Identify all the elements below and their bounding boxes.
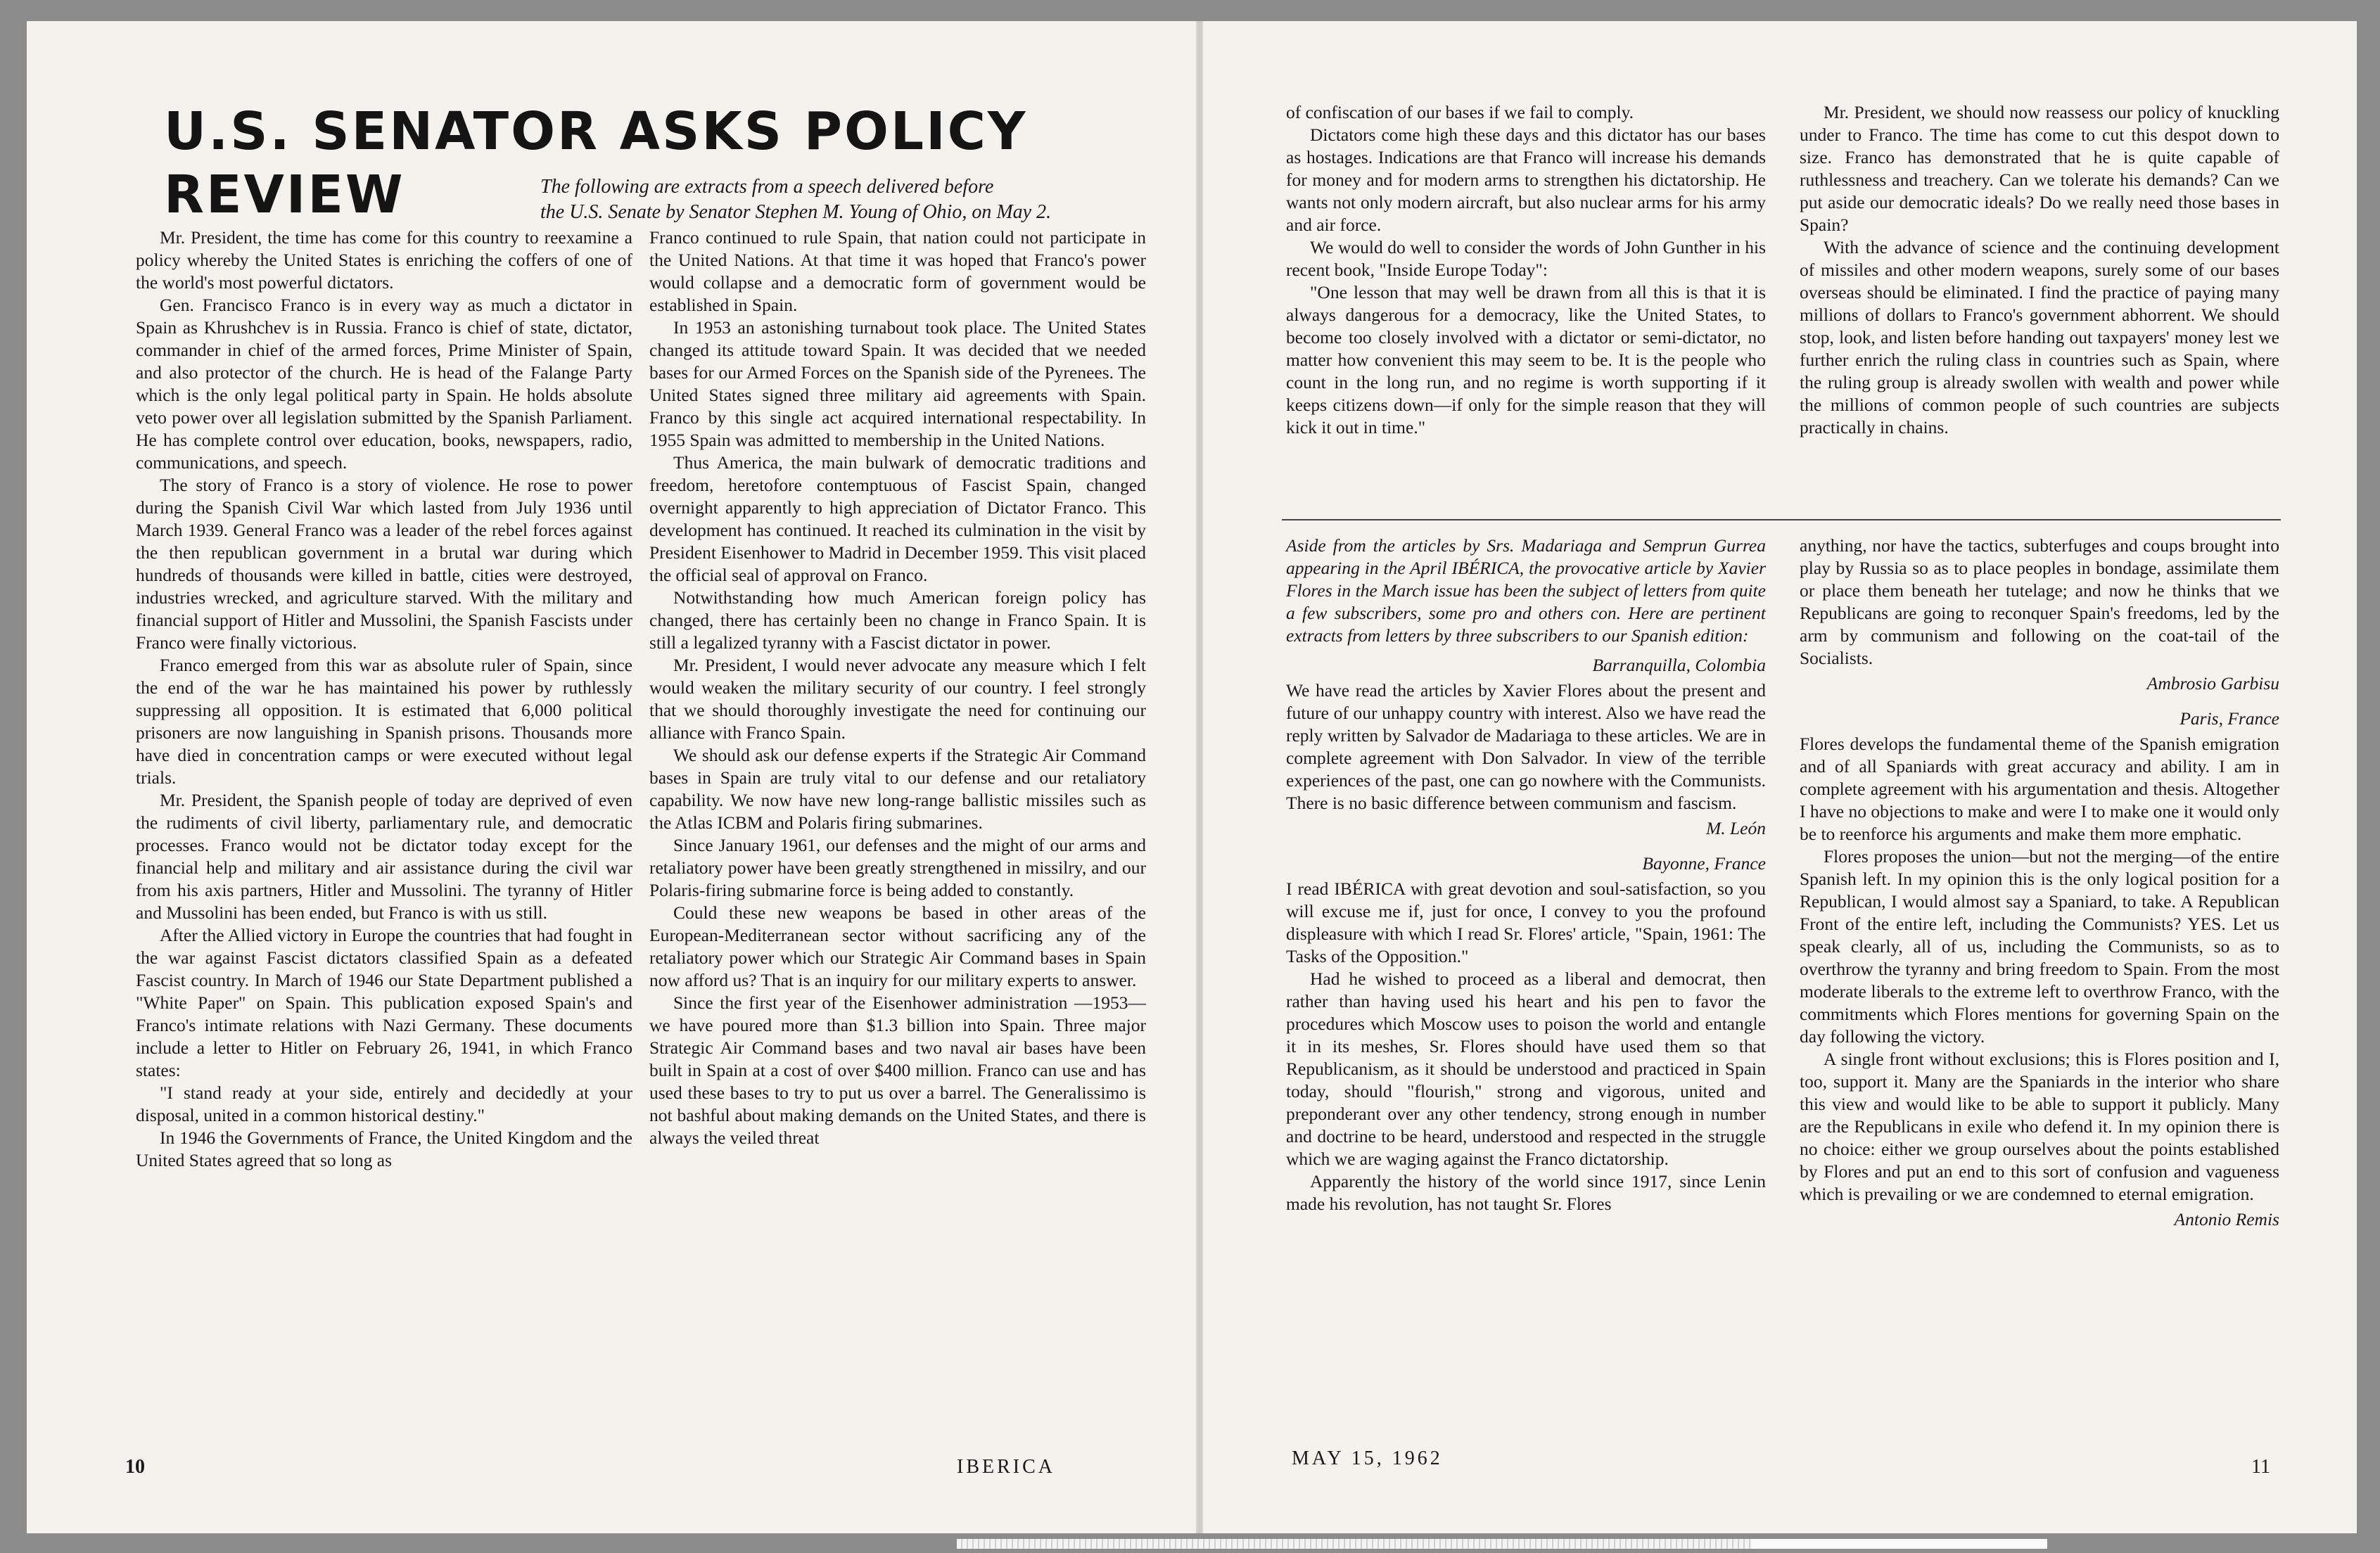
- paragraph: Could these new weapons be based in other areas of the European-Mediterranean sector without sacrificing any of the retaliatory power which our Strategic Air Command bases in Spain now afford us? That is an inquiry for our military experts to answer.: [649, 902, 1146, 990]
- deck-line-1: The following are extracts from a speech delivered before: [540, 176, 994, 198]
- issue-date-footer: MAY 15, 1962: [1292, 1447, 1443, 1469]
- letter-1-place: Barranquilla, Colombia: [1592, 655, 1766, 675]
- paragraph: of confiscation of our bases if we fail to comply.: [1286, 102, 1634, 122]
- letter-2-signature: Ambrosio Garbisu: [2146, 673, 2279, 694]
- scan-ruler-end: [1752, 1539, 2047, 1549]
- paragraph: Since the first year of the Eisenhower administration —1953—we have poured more than $1.3 billion into Spain. Three major Strategic Air Command bases and two naval air bases have been built in Spain at a cost of over $400 million. Franco can use and has used these bases to try to put us over a barrel. The Generalissimo is not bashful about making demands on the United States, and there is always the veiled threat: [649, 992, 1146, 1148]
- paragraph: We would do well to consider the words of John Gunther in his recent book, "Inside Europe Today":: [1286, 237, 1766, 280]
- letter-3-paragraph: Flores develops the fundamental theme of the Spanish emigration and of all Spaniards with great accuracy and ability. I am in complete agreement with his argumentation and thesis. Altogether I have no objections to make and were I to make one it would only be to reenforce his arguments and make them more emphatic.: [1800, 734, 2279, 844]
- paragraph: Gen. Francisco Franco is in every way as much a dictator in Spain as Khrushchev is in Russia. Franco is chief of state, dictator, commander in chief of the armed forces, Prime Minister of Spain, and also protector of the church. He is head of the Falange Party which is the only legal political party in Spain. He holds absolute veto power over all legislation submitted by the Spanish Parliament. He has complete control over education, books, newspapers, radio, communications, and speech.: [136, 295, 632, 473]
- paragraph: With the advance of science and the continuing development of missiles and other modern weapons, surely some of our bases overseas should be eliminated. I find the practice of paying many millions of dollars to Franco's government abhorrent. We should stop, look, and listen before handing out taxpayers' money lest we further enrich the ruling class in countries such as Spain, where the ruling group is already swollen with wealth and power while the millions of common people of such countries are subjects practically in chains.: [1800, 237, 2279, 437]
- paragraph: In 1946 the Governments of France, the United Kingdom and the United States agreed that so long as: [136, 1127, 632, 1170]
- letter-3-signature: Antonio Remis: [2174, 1209, 2279, 1229]
- letter-2-continued: anything, nor have the tactics, subterfuges and coups brought into play by Russia so as to place peoples in bondage, assimilate them or place them beneath her tutelage; and now he thinks that we Republicans are going to reconquer Spain's freedoms, led by the arm by communism and following on the coat-tail of the Socialists.: [1800, 535, 2279, 668]
- paragraph: Notwithstanding how much American foreign policy has changed, there has certainly been no change in Franco Spain. It is still a legalized tyranny with a Fascist dictator in power.: [649, 587, 1146, 653]
- scan-ruler: [957, 1539, 1752, 1549]
- right-top-column-2: [1800, 101, 2279, 439]
- letter-2-paragraph: I read IBÉRICA with great devotion and soul-satisfaction, so you will excuse me if, just for once, I convey to you the profound displeasure with which I read Sr. Flores' article, "Spain, 1961: The Tasks of the Opposition.": [1286, 878, 1766, 966]
- deck-line-2: the U.S. Senate by Senator Stephen M. Young of Ohio, on May 2.: [540, 201, 1052, 223]
- paragraph: Mr. President, I would never advocate any measure which I felt would weaken the military security of our country. I feel strongly that we should thoroughly investigate the need for continuing our alliance with Franco Spain.: [649, 655, 1146, 743]
- quote-paragraph: "I stand ready at your side, entirely and decidedly at your disposal, united in a common historical destiny.": [136, 1082, 632, 1125]
- paragraph: Mr. President, the time has come for this country to reexamine a policy whereby the United States is enriching the coffers of one of the world's most powerful dictators.: [136, 227, 632, 293]
- letters-column-1: [1286, 535, 1766, 1215]
- letter-3-paragraph: A single front without exclusions; this is Flores position and I, too, support it. Many are the Spaniards in the interior who share this view and would like to be able to support it publicly. Many are the Republicans in exile who defend it. In my opinion there is no choice: either we group ourselves about the points established by Flores and put an end to this sort of confusion and vagueness which is prevailing or we are condemned to eternal emigration.: [1800, 1049, 2279, 1204]
- paragraph: In 1953 an astonishing turnabout took place. The United States changed its attitude toward Spain. It was decided that we needed bases for our Armed Forces on the Spanish side of the Pyrenees. The United States signed three military aid agreements with Spain. Franco by this single act acquired international respectability. In 1955 Spain was admitted to membership in the United Nations.: [649, 317, 1146, 450]
- paragraph: The story of Franco is a story of violence. He rose to power during the Spanish Civil War which lasted from July 1936 until March 1939. General Franco was a leader of the rebel forces against the then republican government in a brutal war during which hundreds of thousands were killed in battle, cities were destroyed, industries wrecked, and agriculture starved. With the military and financial support of Hitler and Mussolini, the Spanish Fascists under Franco were finally victorious.: [136, 475, 632, 653]
- letter-2-paragraph: Apparently the history of the world since 1917, since Lenin made his revolution, has not taught Sr. Flores: [1286, 1171, 1766, 1214]
- letter-1-signature: M. León: [1706, 818, 1766, 838]
- right-page: [1203, 21, 2357, 1533]
- letter-2-paragraph: Had he wished to proceed as a liberal and democrat, then rather than having used his heart and his pen to favor the procedures which Moscow uses to poison the world and entangle it in its meshes, Sr. Flores should have used them so that Republicanism, as it should be understood and practiced in Spain today, should "flourish," strong and vigorous, united and preponderant over any other tendency, strong enough in number and doctrine to be heard, understood and respected in the struggle which we are waging against the Franco dictatorship.: [1286, 969, 1766, 1169]
- left-column-1: [136, 226, 632, 1172]
- paragraph: We should ask our defense experts if the Strategic Air Command bases in Spain are truly vital to our defense and our retaliatory capability. We now have new long-range ballistic missiles such as the Atlas ICBM and Polaris firing submarines.: [649, 745, 1146, 833]
- letters-intro: Aside from the articles by Srs. Madariaga and Semprun Gurrea appearing in the April IBÉRICA, the provocative article by Xavier Flores in the March issue has been the subject of letters from quite a few subscribers, some pro and others con. Here are pertinent extracts from letters by three subscribers to our Spanish edition:: [1286, 535, 1766, 646]
- paragraph: Franco emerged from this war as absolute ruler of Spain, since the end of the war he has maintained his power by ruthlessly suppressing all opposition. It is estimated that 6,000 political prisoners are now languishing in Spanish prisons. Thousands more have died in concentration camps or were executed without legal trials.: [136, 655, 632, 788]
- right-top-column-1: [1286, 101, 1766, 439]
- paragraph: Since January 1961, our defenses and the might of our arms and retaliatory power have been greatly strengthened in missilry, and our Polaris-firing submarine force is being added to constantly.: [649, 835, 1146, 900]
- paragraph: Franco continued to rule Spain, that nation could not participate in the United Nations. At that time it was hoped that Franco's power would collapse and a democratic form of government would be established in Spain.: [649, 227, 1146, 315]
- paragraph: Thus America, the main bulwark of democratic traditions and freedom, heretofore contemptuous of Fascist Spain, changed overnight apparently to high appreciation of Dictator Franco. This development has continued. It reached its culmination in the visit by President Eisenhower to Madrid in December 1959. This visit placed the official seal of approval on Franco.: [649, 452, 1146, 585]
- paragraph: Mr. President, the Spanish people of today are deprived of even the rudiments of civil liberty, parliamentary rule, and democratic processes. Franco would not be dictator today except for the financial help and military and air assistance during the civil war from his axis partners, Hitler and Mussolini. The tyranny of Hitler and Mussolini has been ended, but Franco is with us still.: [136, 790, 632, 923]
- magazine-title-footer: IBERICA: [957, 1456, 1055, 1478]
- paragraph: Mr. President, we should now reassess our policy of knuckling under to Franco. The time has come to cut this despot down to size. Franco has demonstrated that he is quite capable of ruthlessness and treachery. Can we tolerate his demands? Can we put aside our democratic ideals? Do we really need those bases in Spain?: [1800, 102, 2279, 235]
- section-divider: [1282, 519, 2281, 520]
- letter-2-place: Bayonne, France: [1642, 853, 1766, 874]
- left-column-2: [649, 226, 1146, 1149]
- headline: U.S. SENATOR ASKS POLICY REVIEW: [164, 101, 1028, 225]
- letter-1-text: We have read the articles by Xavier Flores about the present and future of our unhappy country with interest. Also we have read the reply written by Salvador de Madariaga to these articles. We are in complete agreement with Don Salvador. In view of the terrible experiences of the past, one can go nowhere with the Communists. There is no basic difference between communism and fascism.: [1286, 680, 1766, 813]
- letter-3-paragraph: Flores proposes the union—but not the merging—of the entire Spanish left. In my opinion this is the only logical position for a Republican, I would almost say a Spaniard, to take. A Republican Front of the entire left, including the Communists? YES. Let us speak clearly, all of us, including the Communists, so as to overthrow the tyranny and bring freedom to Spain. From the most moderate liberals to the extreme left to overthrow Franco, with the commitments which Flores mentions for governing Spain on the day following the victory.: [1800, 846, 2279, 1047]
- letters-column-2: [1800, 535, 2279, 1244]
- page-number-left: 10: [125, 1456, 145, 1478]
- headline-deck: [512, 174, 1173, 225]
- quote-paragraph: "One lesson that may well be drawn from all this is that it is always dangerous for a democracy, like the United States, to become too closely involved with a dictator or semi-dictator, no matter how convenient this may seem to be. It is the people who count in the long run, and no regime is worth supporting if it keeps citizens down—if only for the simple reason that they will kick it out in time.": [1286, 282, 1766, 437]
- paragraph: After the Allied victory in Europe the countries that had fought in the war against Fascist dictators classified Spain as a defeated Fascist country. In March of 1946 our State Department published a "White Paper" on Spain. This publication exposed Spain's and Franco's intimate relations with Nazi Germany. These documents include a letter to Hitler on February 26, 1941, in which Franco states:: [136, 925, 632, 1080]
- left-page: [27, 21, 1198, 1533]
- letter-3-place: Paris, France: [2179, 708, 2279, 729]
- page-number-right: 11: [2251, 1456, 2270, 1478]
- paragraph: Dictators come high these days and this dictator has our bases as hostages. Indications are that Franco will increase his demands for money and for modern arms to strengthen his dictatorship. He wants not only modern aircraft, but also nuclear arms for his army and air force.: [1286, 124, 1766, 235]
